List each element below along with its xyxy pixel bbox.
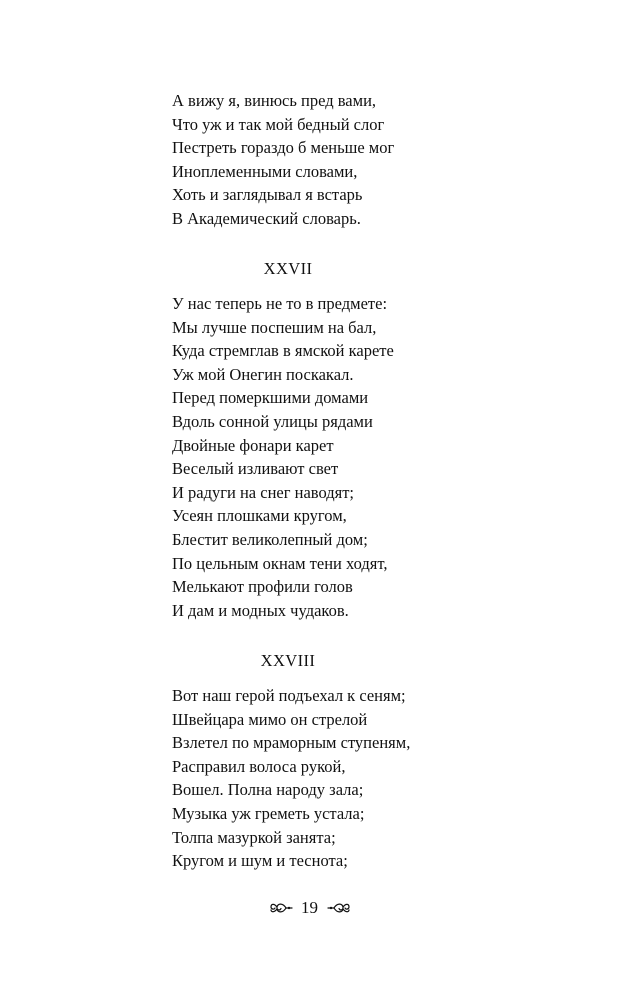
verse-line: А вижу я, винюсь пред вами,: [172, 91, 377, 110]
verse-line: Мы лучше поспешим на бал,: [172, 317, 377, 337]
verse-line: Иноплеменными словами,: [172, 161, 358, 181]
floral-ornament-icon: [268, 899, 294, 917]
verse-line: Вот наш герой подъехал к сеням;: [172, 686, 406, 705]
page-footer: [0, 893, 619, 923]
verse-line: Вдоль сонной улицы рядами: [172, 411, 373, 431]
verse-line: Что уж и так мой бедный слог: [172, 114, 385, 134]
verse-line: Усеян плошками кругом,: [172, 506, 347, 526]
stanza-heading-xxvii: XXVII: [263, 259, 313, 278]
verse-line: Швейцара мимо он стрелой: [172, 709, 368, 729]
verse-line: Куда стремглав в ямской карете: [172, 341, 394, 361]
verse-line: У нас теперь не то в предмете:: [172, 294, 388, 313]
verse-line: И дам и модных чудаков.: [172, 600, 349, 620]
verse-line: Перед померкшими домами: [172, 388, 369, 408]
verse-line: Пестреть гораздо б меньше мог: [172, 138, 395, 158]
verse-line: И радуги на снег наводят;: [172, 482, 355, 502]
verse-line: В Академический словарь.: [172, 208, 361, 228]
verse-line: Хоть и заглядывал я встарь: [172, 185, 363, 205]
verse-line: Кругом и шум и теснота;: [172, 851, 348, 871]
verse-line: Уж мой Онегин поскакал.: [172, 364, 354, 384]
verse-line: Вошел. Полна народу зала;: [172, 780, 364, 800]
verse-line: Блестит великолепный дом;: [172, 529, 368, 549]
page-number: 19: [301, 898, 318, 917]
stanza-xxviii: [172, 684, 592, 873]
stanza-1: [172, 89, 592, 231]
verse-line: По цельным окнам тени ходят,: [172, 553, 388, 573]
verse-line: Веселый изливают свет: [172, 459, 339, 479]
verse-line: Взлетел по мраморным ступеням,: [172, 733, 411, 753]
stanza-xxvii: [172, 292, 592, 622]
stanza-heading-xxviii: XXVIII: [260, 651, 316, 670]
verse-line: Толпа мазуркой занята;: [172, 827, 336, 847]
verse-line: Расправил волоса рукой,: [172, 756, 346, 776]
verse-line: Музыка уж греметь устала;: [172, 803, 365, 823]
verse-line: Мелькают профили голов: [172, 577, 353, 597]
verse-line: Двойные фонари карет: [172, 435, 334, 455]
floral-ornament-icon: [326, 899, 352, 917]
